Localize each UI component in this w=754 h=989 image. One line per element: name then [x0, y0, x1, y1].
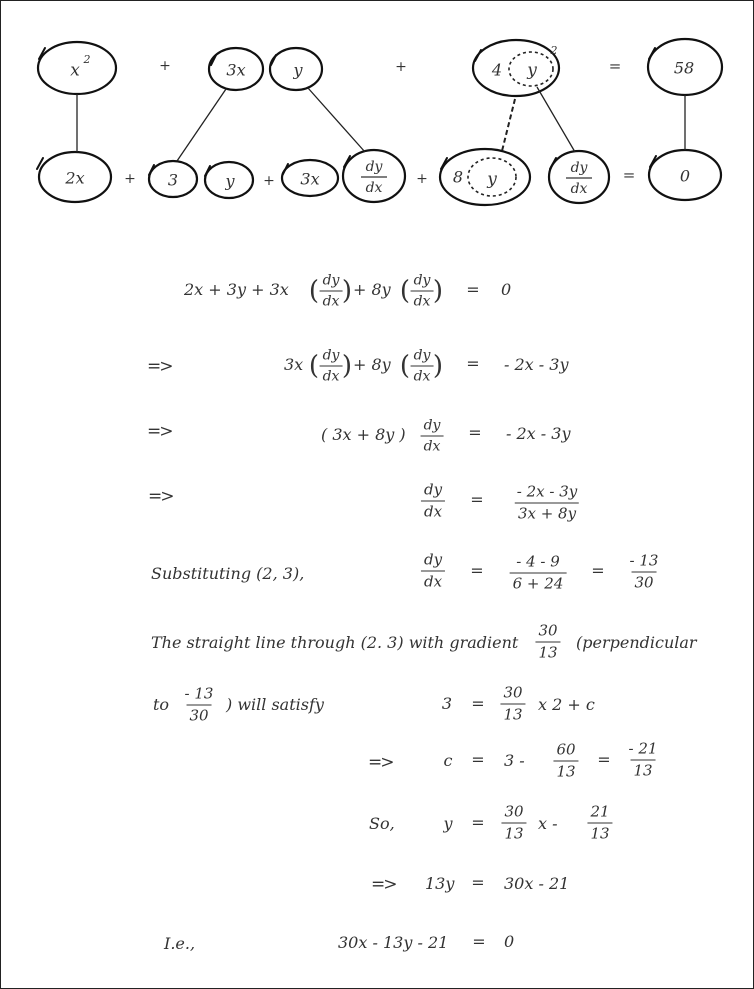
perpendicular-text: (perpendicular: [576, 633, 697, 652]
equation-middle: + 8y: [353, 280, 391, 299]
dy-numerator: dy: [365, 159, 383, 175]
close-paren: ): [432, 276, 444, 306]
dydx-fraction: $\frac{dy}{dx}$: [320, 349, 343, 384]
equation-lhs: 30x - 13y - 21: [338, 933, 449, 952]
value-0: 0: [679, 166, 691, 186]
dydx-fraction: $\frac{dy}{dx}$: [421, 553, 445, 590]
link-3x-3: [177, 89, 226, 161]
value-58: 58: [673, 58, 695, 78]
intercept-result-fraction: $\frac{- 21}{13}$: [628, 739, 658, 780]
link-y-dydx: [308, 88, 365, 152]
equation-lhs: ( 3x + 8y ): [321, 425, 406, 444]
open-paren: (: [399, 351, 411, 381]
term-y-dashed-bottom: y: [487, 169, 497, 190]
close-paren: ): [432, 351, 444, 381]
equation-lhs: 13y: [425, 874, 455, 893]
equation-lhs: 3: [441, 694, 453, 713]
exponent: 2: [550, 44, 558, 57]
equals-sign: =: [608, 57, 622, 75]
plus-sign: +: [416, 171, 428, 187]
link-y2-dydx: [537, 87, 575, 152]
open-paren: (: [308, 276, 320, 306]
equals-sign: =: [471, 750, 485, 769]
term-3x-bottom: 3x: [300, 169, 320, 189]
ie-text: I.e.,: [164, 934, 196, 953]
dx-denominator: dx: [570, 181, 588, 197]
coefficient-8: 8: [452, 167, 464, 187]
equals-sign: =: [591, 561, 605, 580]
close-paren: ): [341, 276, 353, 306]
will-satisfy-text: ) will satisfy: [226, 695, 324, 714]
differentiation-diagram: [1, 1, 753, 231]
equals-sign: =: [471, 694, 485, 713]
equals-sign: =: [472, 932, 486, 951]
substitution-fraction: $\frac{- 4 - 9}{6 + 24}$: [510, 555, 567, 592]
plus-sign: +: [159, 58, 171, 74]
close-paren: ): [341, 351, 353, 381]
dydx-fraction: $\frac{dy}{dx}$: [411, 274, 434, 309]
x-squared: x: [70, 60, 80, 81]
open-paren: (: [399, 276, 411, 306]
implies-arrow: =>: [368, 752, 393, 773]
so-text: So,: [369, 814, 395, 833]
dydx-fraction: $\frac{dy}{dx}$: [411, 349, 434, 384]
implies-arrow: =>: [147, 356, 172, 377]
link-dashed-y-8y: [502, 99, 515, 151]
equation-rest: x 2 + c: [538, 695, 595, 714]
equation-lhs: y: [443, 814, 453, 833]
equals-sign: =: [470, 561, 484, 580]
equals-sign: =: [622, 166, 636, 184]
constant-fraction: $\frac{21}{13}$: [587, 805, 612, 842]
plus-sign: +: [263, 173, 275, 189]
term-y-bottom: y: [225, 171, 235, 191]
term-3x: 3x: [226, 60, 246, 80]
equals-sign: =: [470, 490, 484, 509]
perpendicular-gradient-fraction: $\frac{30}{13}$: [535, 624, 560, 661]
original-gradient-fraction: $\frac{- 13}{30}$: [184, 684, 214, 725]
x-minus: x -: [538, 814, 558, 833]
term-y-dashed: y: [527, 60, 537, 81]
equation-rhs: 0: [501, 280, 512, 299]
coefficient-4: 4: [491, 60, 503, 80]
equation-lhs: c: [443, 751, 453, 770]
equation-lhs: 3x: [284, 355, 304, 374]
equals-sign: =: [468, 423, 482, 442]
dy-numerator: dy: [570, 160, 588, 176]
exponent: 2: [83, 53, 91, 66]
bubble-4y-squared: [473, 40, 559, 96]
equation-rhs: 0: [504, 932, 515, 951]
equation-rhs: 30x - 21: [504, 874, 570, 893]
substituting-label: Substituting (2, 3),: [151, 564, 305, 583]
equals-sign: =: [597, 750, 611, 769]
term-y: y: [293, 60, 303, 80]
gradient-value-fraction: $\frac{- 13}{30}$: [629, 551, 659, 592]
plus-sign: +: [395, 59, 407, 75]
dydx-fraction: $\frac{dy}{dx}$: [421, 483, 445, 520]
equals-sign: =: [471, 813, 485, 832]
equation-three-minus: 3 -: [504, 751, 525, 770]
implies-arrow: =>: [147, 421, 172, 442]
straight-line-text: The straight line through (2. 3) with gradient: [151, 633, 519, 652]
implies-arrow: =>: [148, 486, 173, 507]
equals-sign: =: [466, 354, 480, 373]
equation-middle: + 8y: [353, 355, 391, 374]
equation-lhs: 2x + 3y + 3x: [184, 280, 289, 299]
intercept-fraction: $\frac{60}{13}$: [553, 743, 578, 780]
open-paren: (: [308, 351, 320, 381]
slope-fraction: $\frac{30}{13}$: [501, 805, 526, 842]
equation-rhs: - 2x - 3y: [504, 355, 569, 374]
equals-sign: =: [471, 873, 485, 892]
gradient-fraction: $\frac{- 2x - 3y}{3x + 8y}$: [516, 482, 578, 523]
to-text: to: [153, 695, 170, 714]
gradient-fraction: $\frac{30}{13}$: [500, 686, 525, 723]
term-2x: 2x: [65, 168, 85, 188]
term-3: 3: [167, 170, 179, 190]
dydx-fraction: $\frac{dy}{dx}$: [421, 419, 444, 454]
plus-sign: +: [124, 171, 136, 187]
implies-arrow: =>: [371, 874, 396, 895]
dx-denominator: dx: [365, 180, 383, 196]
equation-rhs: - 2x - 3y: [506, 424, 571, 443]
equals-sign: =: [466, 280, 480, 299]
bubble-tick: [37, 48, 656, 176]
dydx-fraction: $\frac{dy}{dx}$: [320, 274, 343, 309]
